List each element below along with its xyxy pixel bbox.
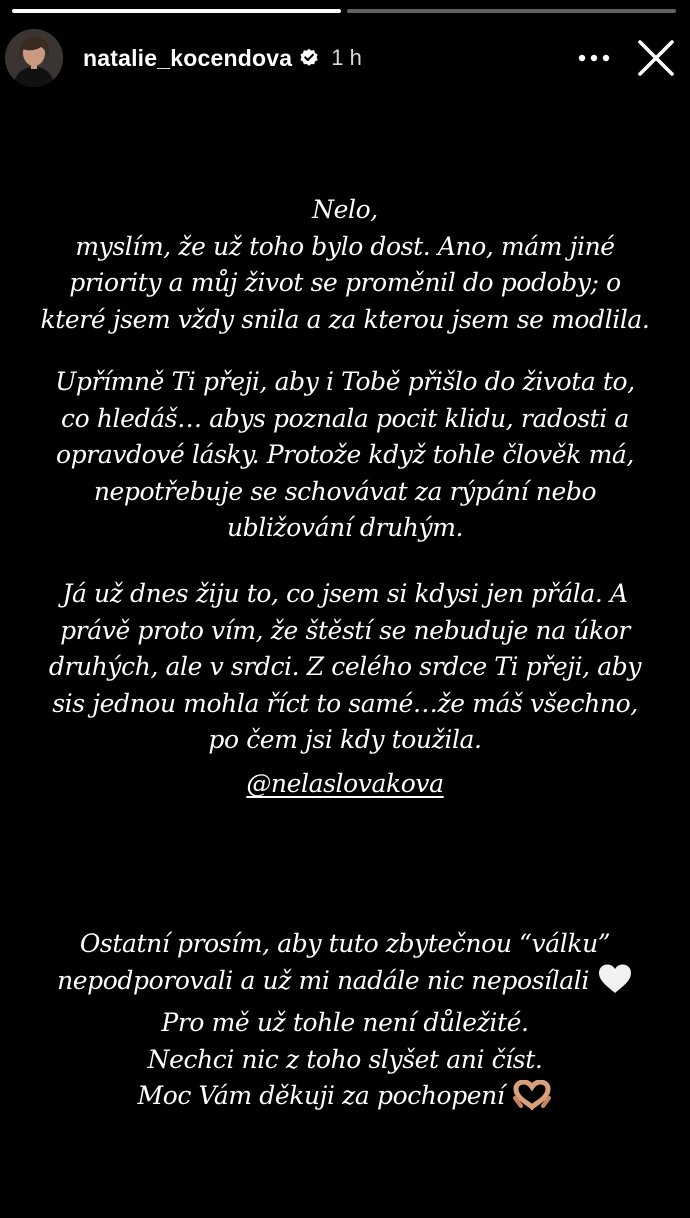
text-line: druhých, ale v srdci. Z celého srdce Ti přeji, aby — [48, 652, 642, 681]
heart-hands-icon — [512, 1080, 552, 1121]
text-line: co hledáš… abys poznala pocit klidu, radosti a — [61, 403, 629, 433]
progress-segment-1 — [12, 9, 341, 13]
post-time: 1 h — [331, 45, 362, 70]
text-line: Upřímně Ti přeji, aby i Tobě přišlo do života to, — [55, 367, 635, 396]
text-line: Já už dnes žiju to, co jsem si kdysi jen přála. A — [62, 579, 628, 608]
message-paragraph-4 — [20, 926, 670, 1121]
text-line: Moc Vám děkuji za pochopení — [137, 1081, 505, 1110]
text-line: myslím, že už toho bylo dost. Ano, mám jiné — [75, 231, 615, 261]
story-header — [5, 28, 678, 88]
more-options-button[interactable] — [576, 40, 612, 76]
text-line: opravdové lásky. Protože když tohle člověk má, — [56, 440, 634, 469]
text-line: sis jednou mohla říct to samé…že máš všechno, — [52, 688, 638, 718]
text-line: právě proto vím, že štěstí se nebuduje na úkor — [60, 615, 630, 645]
text-line: po čem jsi kdy toužila. — [208, 725, 482, 754]
white-heart-icon — [597, 963, 633, 1006]
text-line: Ostatní prosím, aby tuto zbytečnou “válku” — [79, 929, 611, 958]
message-paragraph-2 — [20, 364, 670, 547]
message-paragraph-3 — [20, 576, 670, 759]
mention-link[interactable]: @nelaslovakova — [246, 769, 444, 798]
close-icon — [637, 39, 675, 77]
text-line: nepotřebuje se schovávat za rýpání nebo — [93, 476, 597, 506]
mention-block — [20, 766, 670, 803]
story-progress-bar — [12, 9, 676, 13]
message-paragraph-1 — [20, 192, 670, 338]
progress-segment-2 — [347, 9, 676, 13]
text-line: které jsem vždy snila a za kterou jsem se modlila. — [40, 304, 650, 334]
text-line: Nelo, — [312, 195, 378, 224]
text-line: Pro mě už tohle není důležité. — [161, 1008, 529, 1037]
text-line: ubližování druhým. — [226, 513, 464, 542]
verified-badge-icon — [299, 48, 319, 68]
close-button[interactable] — [634, 36, 678, 80]
more-horizontal-icon — [578, 54, 610, 62]
avatar[interactable] — [5, 29, 63, 87]
username-link[interactable]: natalie_kocendova — [83, 44, 293, 71]
text-line: nepodporovali a už mi nadále nic neposílali — [57, 965, 589, 995]
text-line: Nechci nic z toho slyšet ani číst. — [147, 1044, 543, 1074]
text-line: priority a můj život se proměnil do podoby; o — [69, 268, 621, 297]
